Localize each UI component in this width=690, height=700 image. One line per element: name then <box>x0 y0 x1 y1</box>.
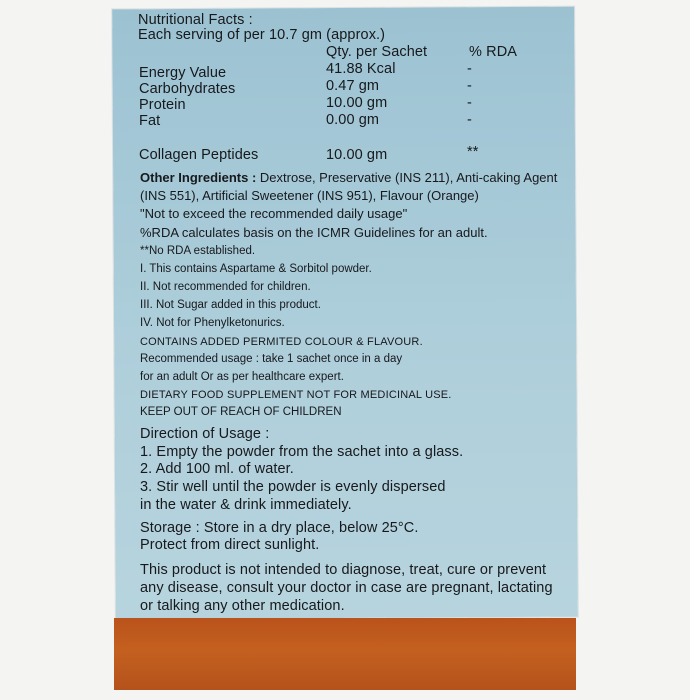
direction-step: in the water & drink immediately. <box>140 497 352 513</box>
serving-size: Each serving of per 10.7 gm (approx.) <box>138 27 386 43</box>
nutrient-rda: ** <box>467 144 479 160</box>
usage-warning: "Not to exceed the recommended daily usage" <box>140 206 408 221</box>
storage-text: Storage : Store in a dry place, below 25°C. <box>140 520 419 536</box>
column-header-qty: Qty. per Sachet <box>326 44 428 60</box>
orange-band <box>114 618 576 690</box>
note-item: I. This contains Aspartame & Sorbitol powder. <box>140 263 372 275</box>
nutrient-name: Collagen Peptides <box>139 147 259 163</box>
nutrition-title: Nutritional Facts : <box>138 12 253 28</box>
keep-out-note: KEEP OUT OF REACH OF CHILDREN <box>140 406 342 418</box>
storage-text: Protect from direct sunlight. <box>140 537 320 553</box>
recommended-usage: for an adult Or as per healthcare expert. <box>140 371 344 383</box>
no-rda-note: **No RDA established. <box>140 245 256 257</box>
disclaimer-text: This product is not intended to diagnose, treat, cure or prevent <box>140 562 547 578</box>
directions-title: Direction of Usage : <box>140 426 270 442</box>
nutrient-qty: 0.47 gm <box>326 78 380 94</box>
nutrient-qty: 10.00 gm <box>326 95 388 111</box>
supplement-note: DIETARY FOOD SUPPLEMENT NOT FOR MEDICINAL USE. <box>140 389 452 401</box>
nutrient-name: Fat <box>139 113 161 129</box>
direction-step: 1. Empty the powder from the sachet into a glass. <box>140 444 464 460</box>
nutrient-name: Energy Value <box>139 65 227 81</box>
rda-basis-note: %RDA calculates basis on the ICMR Guidelines for an adult. <box>140 225 488 240</box>
disclaimer-text: any disease, consult your doctor in case are pregnant, lactating <box>140 580 553 596</box>
nutrient-qty: 0.00 gm <box>326 112 380 128</box>
note-item: IV. Not for Phenylketonurics. <box>140 317 285 329</box>
note-item: II. Not recommended for children. <box>140 281 311 293</box>
colour-note: CONTAINS ADDED PERMITED COLOUR & FLAVOUR. <box>140 336 423 348</box>
note-item: III. Not Sugar added in this product. <box>140 299 321 311</box>
ingredients-text: Dextrose, Preservative (INS 211), Anti-caking Agent <box>259 170 558 185</box>
ingredients-label: Other Ingredients : <box>140 170 257 185</box>
nutrient-name: Carbohydrates <box>139 81 236 97</box>
nutrient-rda: - <box>467 112 472 128</box>
disclaimer-text: or talking any other medication. <box>140 598 345 614</box>
column-header-rda: % RDA <box>469 44 518 60</box>
nutrient-rda: - <box>467 78 472 94</box>
ingredients-text: (INS 551), Artificial Sweetener (INS 951), Flavour (Orange) <box>140 188 479 203</box>
nutrient-qty: 41.88 Kcal <box>326 61 396 77</box>
direction-step: 2. Add 100 ml. of water. <box>140 461 294 477</box>
nutrient-rda: - <box>467 61 472 77</box>
nutrient-qty: 10.00 gm <box>326 147 388 163</box>
nutrient-name: Protein <box>139 97 186 113</box>
ingredients-line <box>140 170 557 185</box>
nutrient-rda: - <box>467 95 472 111</box>
recommended-usage: Recommended usage : take 1 sachet once in a day <box>140 353 403 365</box>
direction-step: 3. Stir well until the powder is evenly dispersed <box>140 479 446 495</box>
